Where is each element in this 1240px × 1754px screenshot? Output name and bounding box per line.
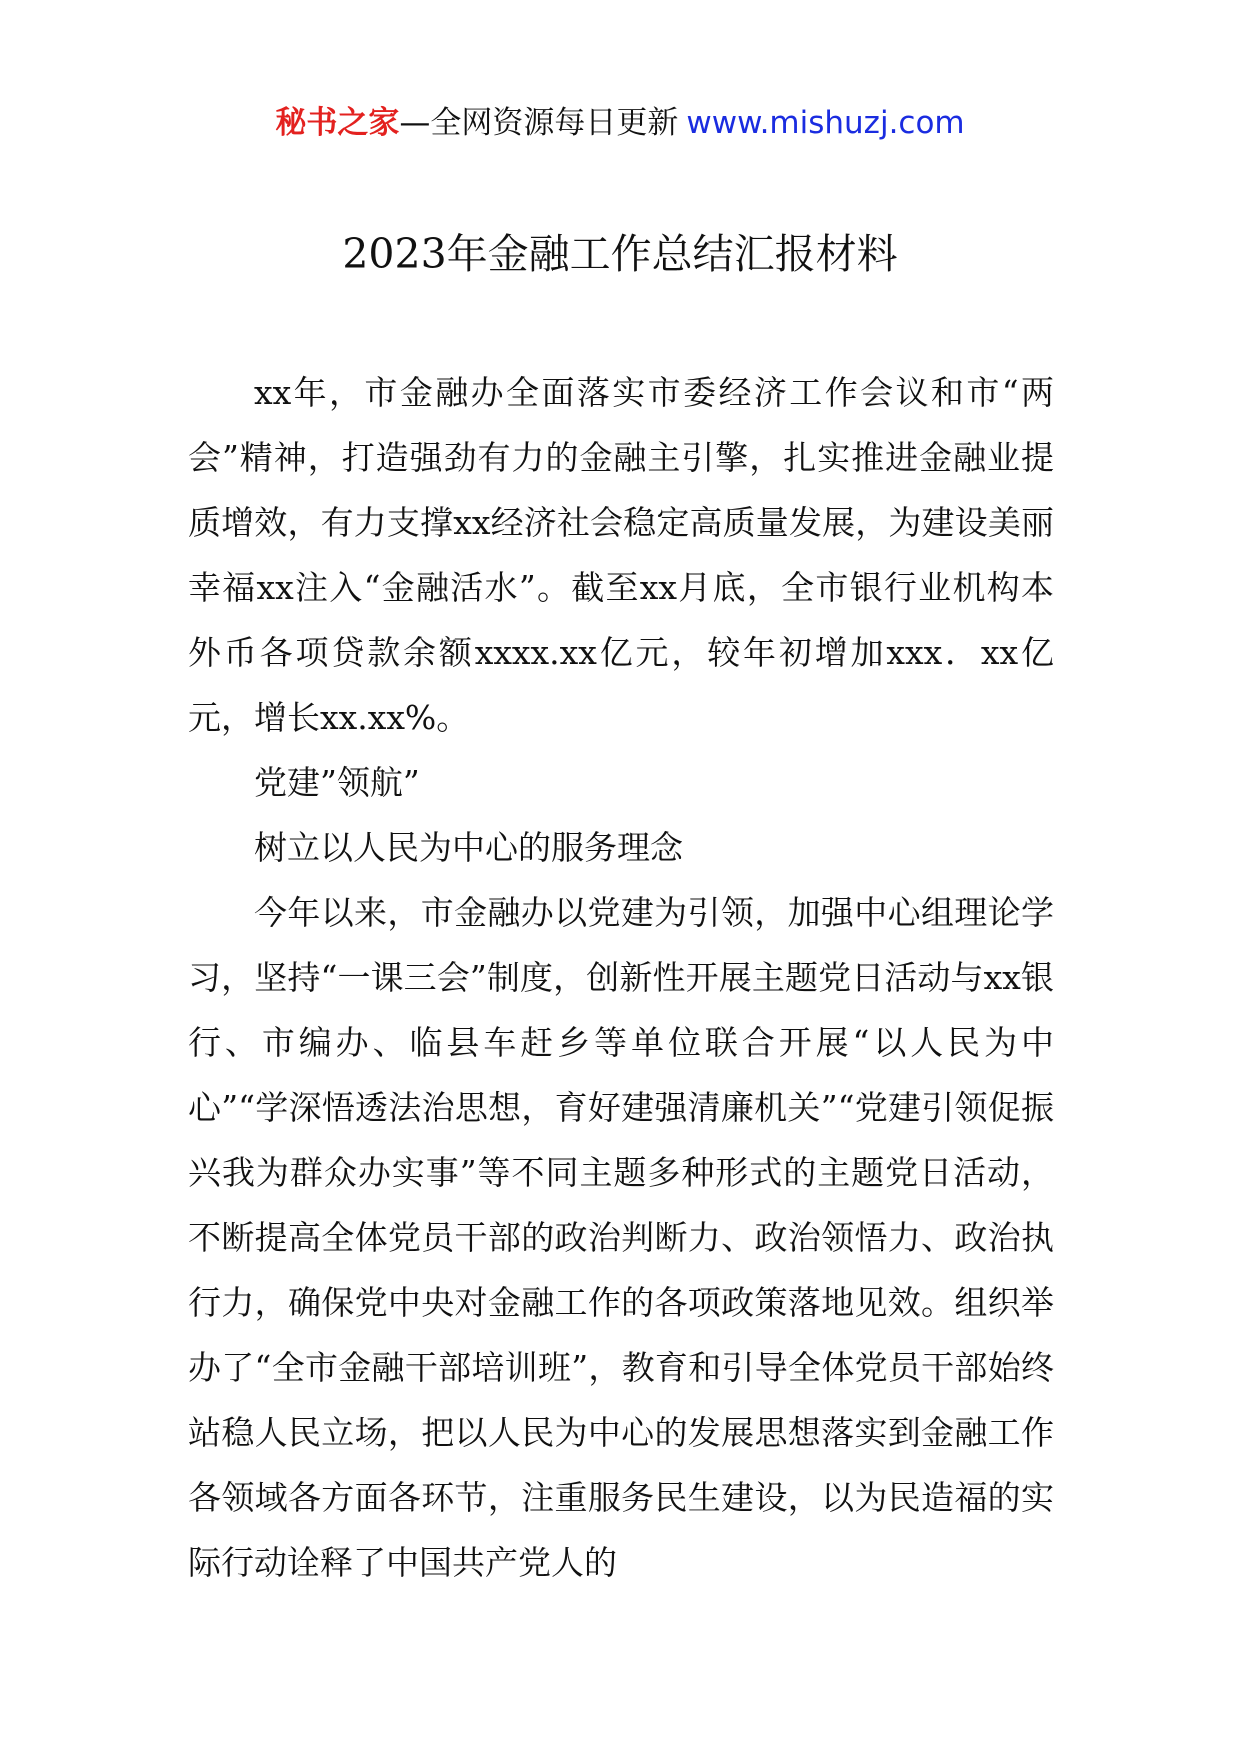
- paragraph-party-building: 今年以来，市金融办以党建为引领，加强中心组理论学习，坚持“一课三会”制度，创新性开展主题党日活动与xx银行、市编办、临县车赶乡等单位联合开展“以人民为中心”“学深悟透法治思想，育好建强清廉机关”“党建引领促振兴我为群众办实事”等不同主题多种形式的主题党日活动，不断提高全体党员干部的政治判断力、政治领悟力、政治执行力，确保党中央对金融工作的各项政策落地见效。组织举办了“全市金融干部培训班”，教育和引导全体党员干部始终站稳人民立场，把以人民为中心的发展思想落实到金融工作各领域各方面各环节，注重服务民生建设，以为民造福的实际行动诠释了中国共产党人的: [188, 893, 1054, 1582]
- document-body: [188, 360, 1054, 1595]
- paragraph-intro: xx年，市金融办全面落实市委经济工作会议和市“两会”精神，打造强劲有力的金融主引擎，扎实推进金融业提质增效，有力支撑xx经济社会稳定高质量发展，为建设美丽幸福xx注入“金融活水”。截至xx月底，全市银行业机构本外币各项贷款余额xxxx.xx亿元，较年初增加xxx．xx亿元，增长xx.xx%。: [188, 373, 1054, 737]
- site-header: [0, 100, 1240, 146]
- subsection-heading: 树立以人民为中心的服务理念: [254, 828, 683, 867]
- brand-name: 秘书之家: [275, 105, 400, 141]
- header-slogan: —全网资源每日更新: [399, 105, 679, 141]
- section-heading: 党建”领航”: [254, 763, 420, 802]
- site-url-link[interactable]: www.mishuzj.com: [686, 105, 965, 141]
- document-title: 2023年金融工作总结汇报材料: [342, 230, 898, 278]
